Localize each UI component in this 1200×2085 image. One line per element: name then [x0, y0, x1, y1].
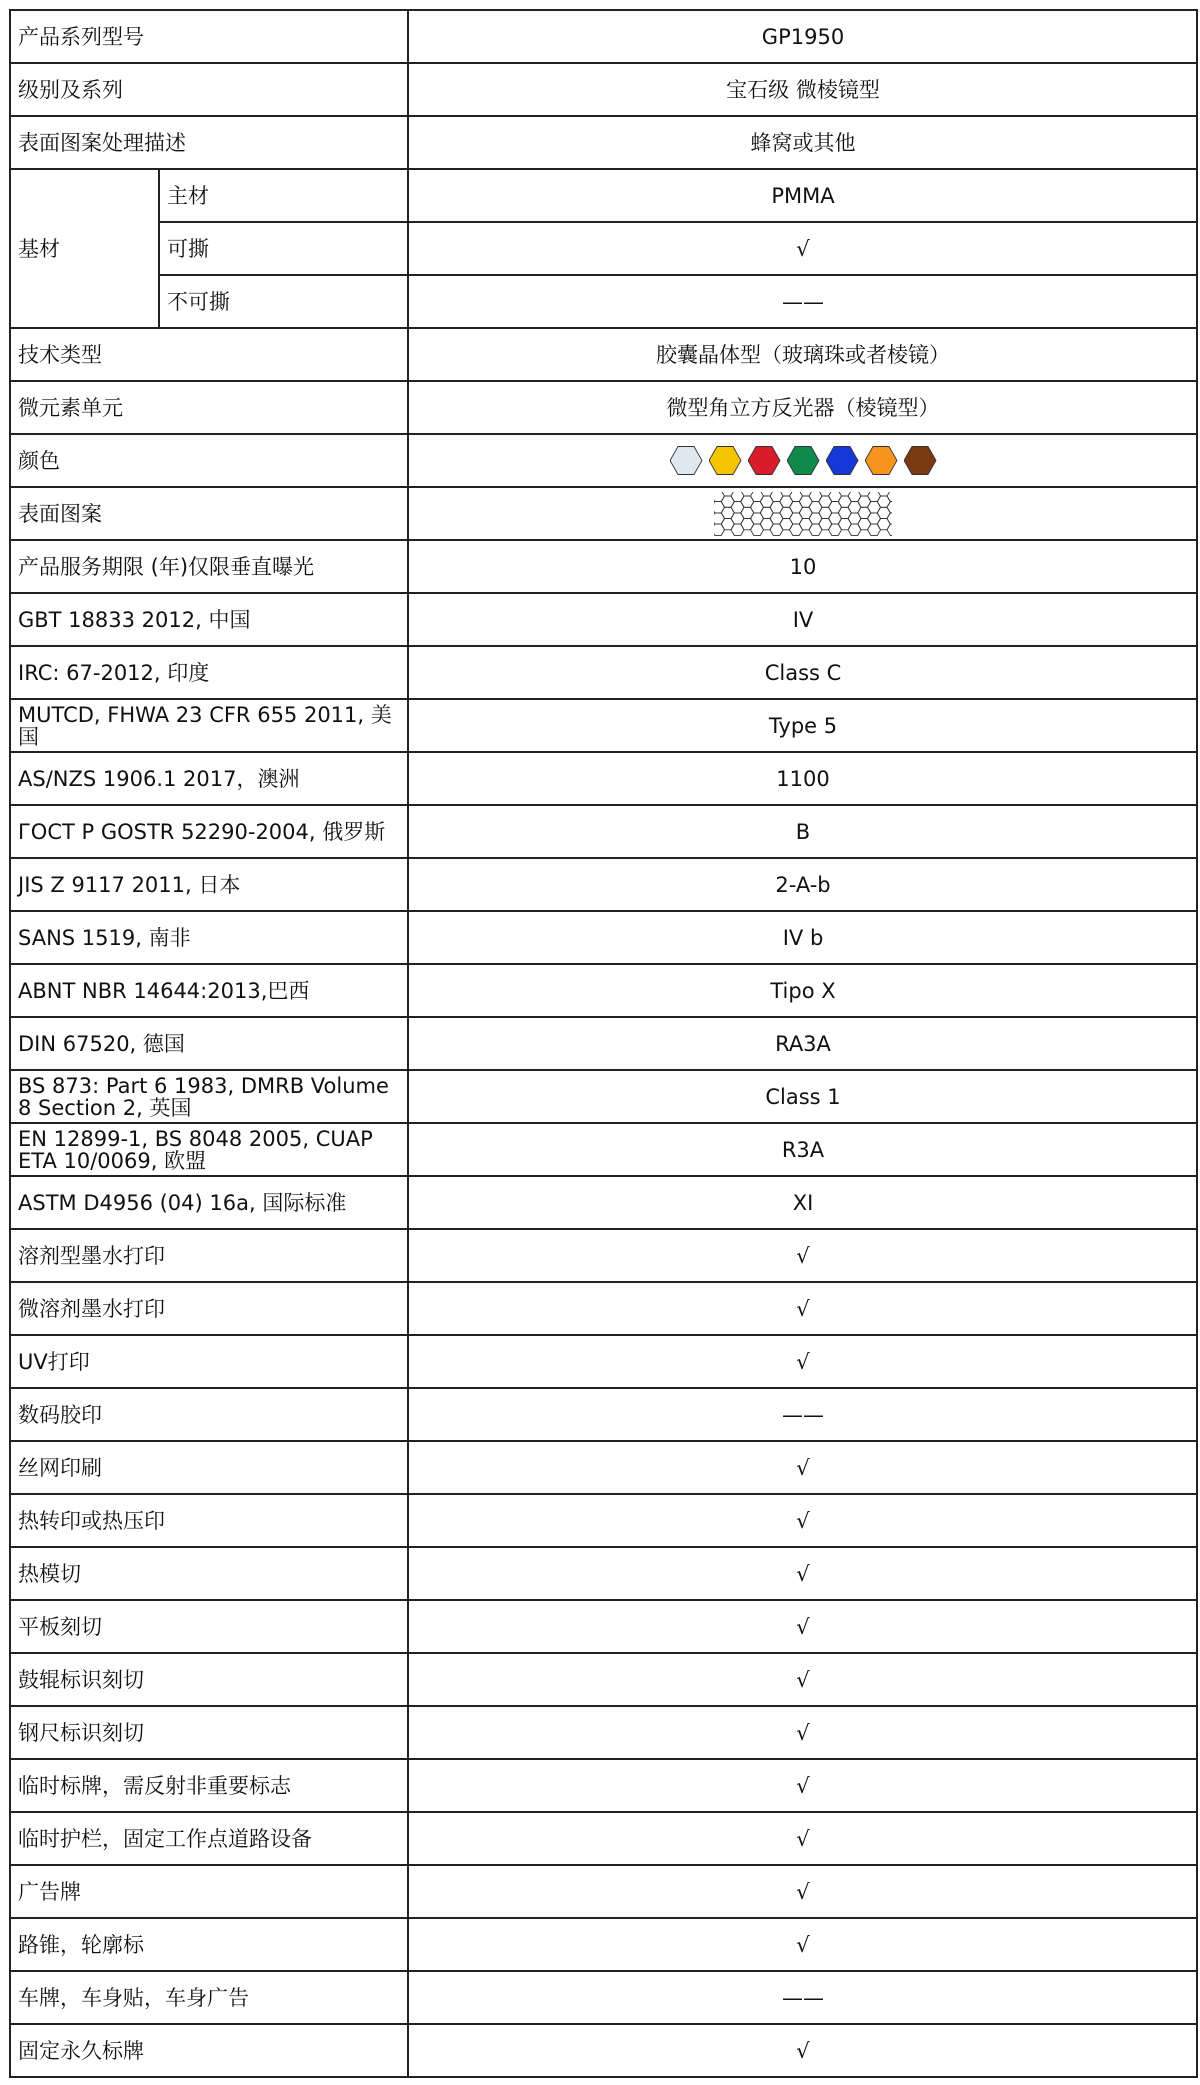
table-row [10, 593, 1197, 646]
row-label: 数码胶印 [10, 1388, 408, 1441]
substrate-item-label: 不可撕 [159, 275, 408, 328]
table-row [10, 646, 1197, 699]
row-label: 技术类型 [10, 328, 408, 381]
row-label: 级别及系列 [10, 63, 408, 116]
honeycomb-cell [714, 524, 725, 535]
table-row [10, 805, 1197, 858]
honeycomb-cell [887, 512, 892, 523]
table-row [10, 1600, 1197, 1653]
honeycomb-cell [887, 524, 892, 535]
table-row [10, 858, 1197, 911]
color-swatch-fill [827, 447, 858, 474]
table-row [10, 1759, 1197, 1812]
row-label: 固定永久标牌 [10, 2024, 408, 2077]
table-row [10, 10, 1197, 63]
row-value: Class C [408, 646, 1197, 699]
row-value: 2-A-b [408, 858, 1197, 911]
row-value: √ [408, 2024, 1197, 2077]
table-row [10, 1335, 1197, 1388]
color-swatches [416, 446, 1190, 475]
honeycomb-cell [714, 492, 725, 502]
row-value: 1100 [408, 752, 1197, 805]
table-row [10, 1653, 1197, 1706]
table-row [10, 1282, 1197, 1335]
substrate-item-value: PMMA [408, 169, 1197, 222]
table-row [10, 1388, 1197, 1441]
row-value: √ [408, 1706, 1197, 1759]
row-value: √ [408, 1335, 1197, 1388]
row-label: SANS 1519, 南非 [10, 911, 408, 964]
table-row [10, 1971, 1197, 2024]
substrate-label: 基材 [10, 169, 159, 328]
table-row [10, 1017, 1197, 1070]
table-row [10, 1918, 1197, 1971]
row-label: AS/NZS 1906.1 2017，澳洲 [10, 752, 408, 805]
row-label: 临时护栏，固定工作点道路设备 [10, 1812, 408, 1865]
row-value: IV b [408, 911, 1197, 964]
row-value: √ [408, 1600, 1197, 1653]
row-value: IV [408, 593, 1197, 646]
row-label: MUTCD, FHWA 23 CFR 655 2011, 美国 [10, 699, 408, 752]
table-row [10, 275, 1197, 328]
row-label: 钢尺标识刻切 [10, 1706, 408, 1759]
honeycomb-pattern-icon [714, 492, 892, 536]
table-row [10, 434, 1197, 487]
row-label: ГОСТ Р GOSTR 52290-2004, 俄罗斯 [10, 805, 408, 858]
substrate-item-value: √ [408, 222, 1197, 275]
table-row [10, 1441, 1197, 1494]
spec-table [9, 9, 1198, 2078]
row-value: √ [408, 1441, 1197, 1494]
row-label: GBT 18833 2012, 中国 [10, 593, 408, 646]
row-label: 产品服务期限 (年)仅限垂直曝光 [10, 540, 408, 593]
row-value: RA3A [408, 1017, 1197, 1070]
honeycomb-cell [887, 492, 892, 502]
table-row [10, 911, 1197, 964]
table-row [10, 1229, 1197, 1282]
table-row [10, 381, 1197, 434]
table-row [10, 752, 1197, 805]
table-row [10, 1070, 1197, 1123]
row-value: 胶囊晶体型（玻璃珠或者棱镜） [408, 328, 1197, 381]
table-row [10, 169, 1197, 222]
table-row [10, 487, 1197, 540]
row-label: 表面图案处理描述 [10, 116, 408, 169]
row-label: ASTM D4956 (04) 16a, 国际标准 [10, 1176, 408, 1229]
row-value: B [408, 805, 1197, 858]
honeycomb-cell [714, 501, 725, 512]
table-row [10, 1706, 1197, 1759]
color-swatch [904, 446, 937, 475]
row-label: 产品系列型号 [10, 10, 408, 63]
row-value: Tipo X [408, 964, 1197, 1017]
row-value: R3A [408, 1123, 1197, 1176]
row-label: 微溶剂墨水打印 [10, 1282, 408, 1335]
row-label: EN 12899-1, BS 8048 2005, CUAP ETA 10/0069, 欧盟 [10, 1123, 408, 1176]
row-label: 热模切 [10, 1547, 408, 1600]
substrate-item-value: —— [408, 275, 1197, 328]
color-swatch [826, 446, 859, 475]
color-swatch-fill [710, 447, 741, 474]
table-row [10, 328, 1197, 381]
row-value: GP1950 [408, 10, 1197, 63]
row-label: IRC: 67-2012, 印度 [10, 646, 408, 699]
row-value: √ [408, 1865, 1197, 1918]
color-swatch [709, 446, 742, 475]
row-label: UV打印 [10, 1335, 408, 1388]
row-value: —— [408, 1971, 1197, 2024]
color-swatch-fill [671, 447, 702, 474]
color-swatch-fill [788, 447, 819, 474]
row-label: 广告牌 [10, 1865, 408, 1918]
color-swatch-fill [749, 447, 780, 474]
row-label: 溶剂型墨水打印 [10, 1229, 408, 1282]
row-label: 微元素单元 [10, 381, 408, 434]
row-value: —— [408, 1388, 1197, 1441]
table-row [10, 1865, 1197, 1918]
row-label: 车牌，车身贴，车身广告 [10, 1971, 408, 2024]
substrate-item-label: 主材 [159, 169, 408, 222]
row-value: √ [408, 1494, 1197, 1547]
surface-pattern-cell [408, 487, 1197, 540]
row-label: 表面图案 [10, 487, 408, 540]
row-value: 微型角立方反光器（棱镜型） [408, 381, 1197, 434]
row-label: JIS Z 9117 2011, 日本 [10, 858, 408, 911]
row-value: √ [408, 1547, 1197, 1600]
row-label: 平板刻切 [10, 1600, 408, 1653]
row-value: √ [408, 1653, 1197, 1706]
table-row [10, 2024, 1197, 2077]
color-swatch [787, 446, 820, 475]
honeycomb-cell [887, 501, 892, 512]
honeycomb-cell [714, 512, 725, 523]
row-label: 路锥，轮廓标 [10, 1918, 408, 1971]
table-row [10, 964, 1197, 1017]
color-swatch [670, 446, 703, 475]
row-value: 蜂窝或其他 [408, 116, 1197, 169]
color-swatch [865, 446, 898, 475]
table-row [10, 1123, 1197, 1176]
row-value: Type 5 [408, 699, 1197, 752]
row-value: √ [408, 1282, 1197, 1335]
table-row [10, 1176, 1197, 1229]
table-row [10, 1547, 1197, 1600]
row-label: DIN 67520, 德国 [10, 1017, 408, 1070]
table-row [10, 1494, 1197, 1547]
table-row [10, 540, 1197, 593]
row-label: 热转印或热压印 [10, 1494, 408, 1547]
row-label: 临时标牌，需反射非重要标志 [10, 1759, 408, 1812]
color-swatches-cell [408, 434, 1197, 487]
table-row [10, 116, 1197, 169]
row-label: 鼓辊标识刻切 [10, 1653, 408, 1706]
row-label: BS 873: Part 6 1983, DMRB Volume 8 Section 2, 英国 [10, 1070, 408, 1123]
row-value: √ [408, 1812, 1197, 1865]
row-value: 10 [408, 540, 1197, 593]
table-row [10, 63, 1197, 116]
table-row [10, 699, 1197, 752]
row-value: √ [408, 1918, 1197, 1971]
substrate-item-label: 可撕 [159, 222, 408, 275]
table-row [10, 222, 1197, 275]
row-value: Class 1 [408, 1070, 1197, 1123]
table-row [10, 1812, 1197, 1865]
row-label: ABNT NBR 14644:2013,巴西 [10, 964, 408, 1017]
row-label: 颜色 [10, 434, 408, 487]
row-value: 宝石级 微棱镜型 [408, 63, 1197, 116]
color-swatch-fill [866, 447, 897, 474]
row-value: √ [408, 1759, 1197, 1812]
row-value: XI [408, 1176, 1197, 1229]
color-swatch-fill [905, 447, 936, 474]
row-value: √ [408, 1229, 1197, 1282]
color-swatch [748, 446, 781, 475]
row-label: 丝网印刷 [10, 1441, 408, 1494]
